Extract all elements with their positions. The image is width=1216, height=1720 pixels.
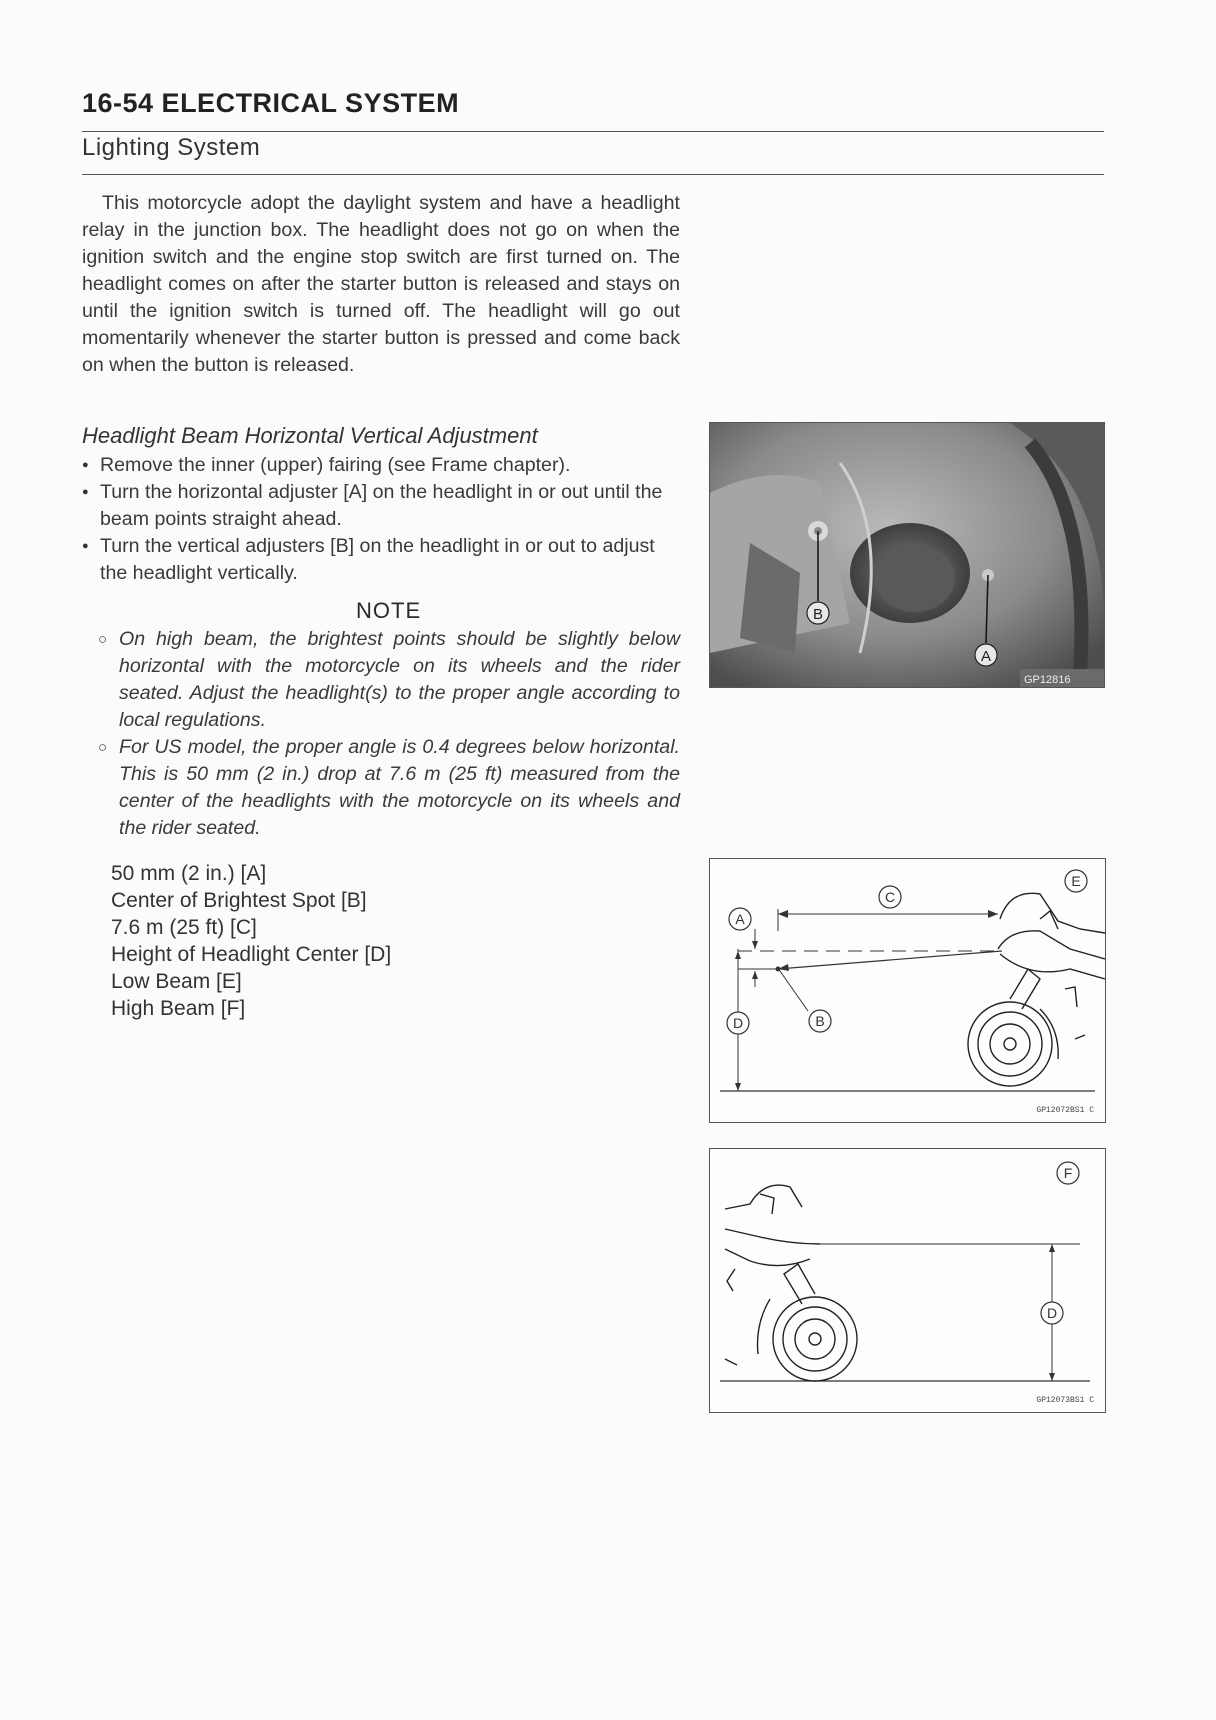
high-beam-diagram <box>710 1149 1105 1412</box>
callout-e-label: E <box>1071 873 1081 889</box>
callout-b-label: B <box>815 1013 825 1029</box>
figure-code: GP12816 <box>1024 674 1071 686</box>
note-title: NOTE <box>356 598 422 623</box>
figure-legend <box>111 860 391 1022</box>
procedure-step: ● Turn the horizontal adjuster [A] on the headlight in or out until the beam points straight ahead. <box>82 479 682 533</box>
legend-item: High Beam [F] <box>111 997 246 1020</box>
procedure-steps <box>82 452 682 587</box>
low-beam-diagram <box>710 859 1105 1122</box>
headlight-photo-figure <box>709 422 1105 688</box>
legend-item: Center of Brightest Spot [B] <box>111 889 367 912</box>
callout-a-label: A <box>980 648 992 665</box>
callout-b-label: B <box>812 606 824 623</box>
figure-code: GP12072BS1 C <box>1036 1106 1094 1115</box>
note-item: ○ For US model, the proper angle is 0.4 degrees below horizontal. This is 50 mm (2 in.) drop at 7.6 m (25 ft) measured from the center of the headlights with the motorcycle on its wheels and the rider seated. <box>98 734 680 842</box>
motorcycle-front-drawing <box>968 893 1105 1086</box>
header-rule <box>82 131 1104 132</box>
figure-code: GP12073BS1 C <box>1036 1396 1094 1405</box>
callout-d-label: D <box>732 1015 744 1031</box>
section-rule <box>82 174 1104 175</box>
section-title: Lighting System <box>82 134 261 161</box>
low-beam-figure <box>709 858 1106 1123</box>
procedure-step: ● Remove the inner (upper) fairing (see Frame chapter). <box>82 452 682 479</box>
legend-item: Low Beam [E] <box>111 970 242 993</box>
legend-item: 50 mm (2 in.) [A] <box>111 862 267 885</box>
procedure-step: ● Turn the vertical adjusters [B] on the headlight in or out to adjust the headlight vertically. <box>82 533 682 587</box>
legend-item: Height of Headlight Center [D] <box>111 943 392 966</box>
motorcycle-front-drawing <box>725 1185 857 1381</box>
callout-f-label: F <box>1063 1165 1073 1181</box>
legend-item: 7.6 m (25 ft) [C] <box>111 916 257 939</box>
intro-text: This motorcycle adopt the daylight system and have a headlight relay in the junction box. The headlight does not go on when the ignition switch and the engine stop switch are first turned on. The headlight comes on after the starter button is released and stays on until the ignition switch is turned off. The headlight will go out momentarily whenever the starter button is pressed and come back on when the button is released. <box>82 192 680 376</box>
intro-paragraph <box>82 190 680 379</box>
procedure-title: Headlight Beam Horizontal Vertical Adjustment <box>82 423 538 448</box>
high-beam-figure <box>709 1148 1106 1413</box>
callout-c-label: C <box>884 889 896 905</box>
callout-a-label: A <box>735 911 745 927</box>
callout-d-label: D <box>1046 1305 1058 1321</box>
note-item: ○ On high beam, the brightest points should be slightly below horizontal with the motorcycle on its wheels and the rider seated. Adjust the headlight(s) to the proper angle according to local regulations. <box>98 626 680 734</box>
headlight-photo <box>710 423 1104 687</box>
note-list <box>98 626 680 842</box>
chapter-title: 16-54 ELECTRICAL SYSTEM <box>82 88 460 118</box>
